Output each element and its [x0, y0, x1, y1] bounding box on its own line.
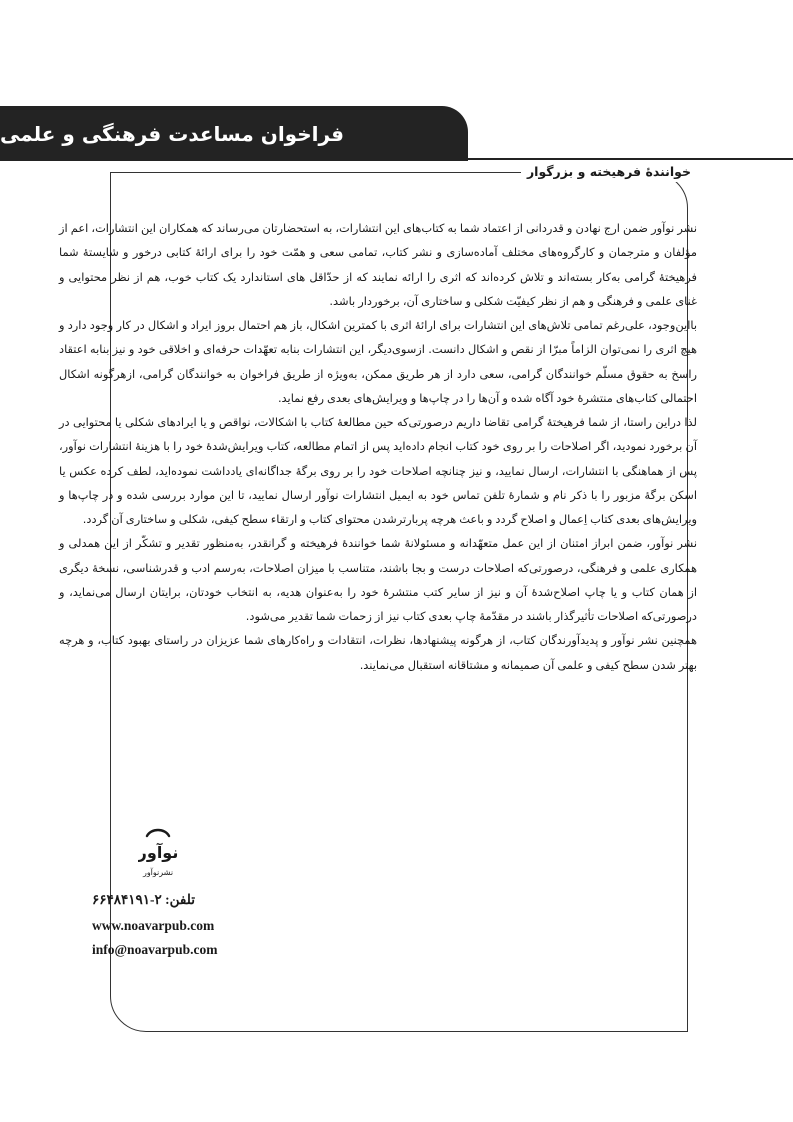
- paragraph: همچنین نشر نوآور و پدیدآورندگان کتاب، از هرگونه پیشنهادها، نظرات، انتقادات و راه‌کارهای شما عزیزان در راستای بهبود کتاب، و هرچه بهتر شدن سطح کیفی و علمی آن صمیمانه و مشتاقانه استقبال می‌نمایند.: [59, 633, 697, 672]
- paragraph: لذا دراین راستا، از شما فرهیختۀ گرامی تقاضا داریم درصورتی‌که حین مطالعۀ کتاب با اشکالات، نواقص و یا ایرادهای شکلی یا محتوایی در آن برخورد نمودید، اگر اصلاحات را بر روی خود کتاب انجام داده‌اید پس از اتمام مطالعه، کتاب ویرایش‌شدۀ خود را با هزینۀ انتشارات نوآور، پس از هماهنگی با انتشارات، ارسال نمایید، و نیز چنانچه اصلاحات خود را بر روی برگۀ جداگانه‌ای یادداشت نموده‌اید، لطف کرده عکس یا اسکن برگۀ مزبور را با ذکر نام و شمارۀ تلفن تماس خود به ایمیل انتشارات نوآور ارسال نمایید، تا این موارد بررسی شده و در چاپ‌ها و ویرایش‌های بعدی کتاب اِعمال و اصلاح گردد و باعث هرچه پربارترشدن محتوای کتاب و ارتقاء سطح کیفی، شکلی و ساختاری آن گردد.: [59, 415, 697, 526]
- paragraph: نشر نوآور ضمن ارج نهادن و قدردانی از اعتماد شما به کتاب‌های این انتشارات، به استحضارتان می‌رساند که همکاران این انتشارات، اعم از مؤلفان و مترجمان و کارگروه‌های مختلف آماده‌سازی و نشر کتاب، تمامی سعی و همّت خود را برای ارائۀ کتابی درخور و شایستۀ شما فرهیختۀ گرامی به‌کار بسته‌اند و تلاش کرده‌اند که اثری را ارائه نمایند که از حدّاقل های استاندارد یک کتاب خوب، هم از نظر محتوایی و غنای علمی و فرهنگی و هم از نظر کیفیّت شکلی و ساختاری آن، برخوردار باشد.: [59, 221, 697, 308]
- website-link[interactable]: www.noavarpub.com: [92, 918, 215, 933]
- email-link[interactable]: info@noavarpub.com: [92, 942, 218, 957]
- logo-caption: نشرنوآور: [142, 868, 174, 877]
- paragraph: نشر نوآور، ضمن ابراز امتنان از این عمل متعهّدانه و مسئولانۀ شما خوانندۀ فرهیخته و گرانقدر، به‌منظور تقدیر و تشکّر از این همدلی و همکاری علمی و فرهنگی، درصورتی‌که اصلاحات درست و بجا باشند، متناسب با میزان اصلاحات، به‌رسم ادب و قدرشناسی، نسخۀ دیگری از همان کتاب و یا چاپ اصلاح‌شدۀ آن و نیز از سایر کتب منتشرۀ خود را به‌عنوان هدیه، به انتخاب خودتان، برایتان ارسال می‌نماید، و درصورتی‌که اصلاحات تأثیرگذار باشند در مقدّمۀ چاپ بعدی کتاب نیز از زحمات شما تقدیر می‌شود.: [59, 536, 697, 623]
- body-text: [59, 216, 697, 677]
- logo-mark-icon: [138, 826, 178, 868]
- paragraph: بااین‌وجود، علی‌رغم تمامی تلاش‌های این انتشارات برای ارائۀ اثری با کمترین اشکال، باز هم احتمال بروز ایراد و اشکال در کار وجود دارد و هیچ اثری را نمی‌توان الزاماً مبرّا از نقص و اشکال دانست. ازسوی‌دیگر، این انتشارات بنابه تعهّدات حرفه‌ای و اخلاقی خود و نیز بنابه اعتقاد راسخ به حقوق مسلّم خوانندگان گرامی، سعی دارد از هر طریق ممکن، به‌ویژه از طریق فراخوان به خوانندگان گرامی، ازهرگونه اشکال احتمالی کتاب‌های منتشرۀ خود آگاه شده و آن‌ها را در چاپ‌ها و ویرایش‌های بعدی رفع نماید.: [59, 318, 697, 405]
- page-title: فراخوان مساعدت فرهنگی و علمی: [0, 121, 345, 146]
- frame-label: خوانندۀ فرهیخته و بزرگوار: [521, 162, 697, 182]
- svg-text:نوآور: نوآور: [138, 843, 178, 862]
- header-rule: [468, 158, 793, 160]
- publisher-logo: [132, 826, 184, 882]
- header-banner: [0, 106, 468, 161]
- contact-block: [92, 886, 252, 962]
- phone-number: تلفن: ۲-۶۶۴۸۴۱۹۱: [92, 892, 195, 907]
